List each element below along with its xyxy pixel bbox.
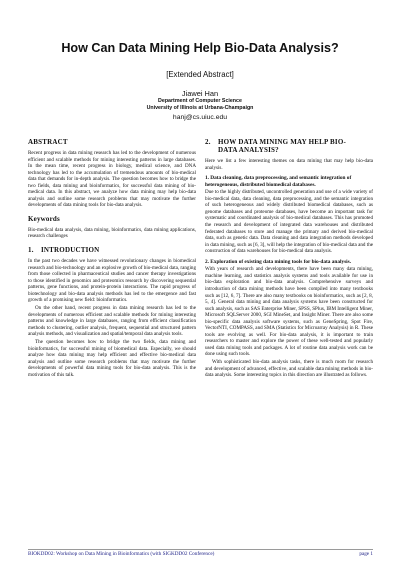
keywords-text: Bio-medical data analysis, data mining, bioinformatics, data mining applications, research challenges: [28, 226, 196, 240]
footer-venue: BIOKDD02: Workshop on Data Mining in Bioinformatics (with SIGKDD02 Conference): [28, 551, 215, 557]
subsection-2-heading: 2. Exploration of existing data mining tools for bio-data analysis.: [205, 258, 352, 265]
keywords-heading: Keywords: [28, 214, 60, 223]
right-column: [205, 138, 373, 380]
footer-page-number: page 1: [359, 551, 373, 557]
footer-rule: [28, 549, 373, 550]
author-university: University of Illinois at Urbana-Champaign: [146, 105, 254, 111]
section2-intro: Here we list a few interesting themes on data mining that may help bio-data analysis.: [205, 158, 373, 171]
author-department: Department of Computer Science: [158, 98, 242, 104]
intro-paragraph-2: On the other hand, recent progress in data mining research has led to the developments of numerous efficient and scalable methods for mining interesting patterns and knowledge in large databases, ranging from efficient classification methods to clustering, outlier analysis, frequent, sequential and structured pattern analysis methods, and visualization and spatial/temporal data analysis tools.: [28, 305, 196, 338]
subsection-1-text: Due to the highly distributed, uncontrolled generation and use of a wide variety of bio-medical data, data cleaning, data preprocessing, and the semantic integration of such heterogeneous and widely distributed biomedical databases, such as genome databases and proteome databases, have become an important task for systematic and coordinated analysis of bio-medical databases. This has promoted the research and development of integrated data warehouses and distributed federated databases to store and manage the primary and derived bio-medical data, such as genetic data. Data cleaning and data integration methods developed in data mining, such as [6, 3], will help the integration of bio-medical data and the construction of data warehouses for bio-medical data analysis.: [205, 189, 373, 255]
author-email: hanj@cs.uiuc.edu: [172, 114, 228, 121]
section-title-line1: HOW DATA MINING MAY HELP BIO-: [218, 138, 346, 146]
subsection-1-heading: 1. Data cleaning, data preprocessing, and semantic integration of heterogeneous, distributed biomedical databases.: [205, 175, 352, 188]
paper-title: How Can Data Mining Help Bio-Data Analysis?: [61, 41, 339, 55]
section-number: 2.: [205, 138, 211, 146]
section-number: 1.: [28, 246, 34, 255]
section2-heading: [205, 138, 373, 154]
subsection-2-paragraph-1: With years of research and developments, there have been many data mining, machine learning, and statistics analysis systems and tools available for use in bio-data exploration and bio-data analysis. Comprehensive surveys and introduction of data mining methods have been compiled into many textbooks such as [12, 6, 7]. There are also many textbooks on bioinformatics, such as [2, 8, 5, 4]. General data mining and data analysis systems have been constructed for such analysis, such as SAS Enterprise Miner, SPSS, SPlus, IBM Intelligent Miner, Microsoft SQLServer 2000, SGI MineSet, and Insight Miner. There are also some bio-specific data analysis software systems, such as GeneSpring, Spot Fire, VectorNTI, COMPASS, and SMA (Statistics for Microarray Analysis) in R. These tools are evolving as well. For bio-data analysis, it is important to train researchers to master and explore the power of these well-tested and popularly used data mining tools and packages. A lot of routine data analysis work can be done using such tools.: [205, 266, 373, 358]
paper-subtitle: [Extended Abstract]: [166, 70, 234, 79]
abstract-text: Recent progress in data mining research has led to the development of numerous efficient and scalable methods for mining interesting patterns in large databases. In the mean time, recent progress in biology, medical science, and DNA technology has led to the accumulation of tremendous amounts of bio-medical data that demands for in-depth analysis. The question becomes how to bridge the two fields, data mining and bioinformatics, for successful data mining of bio-medical data. In this abstract, we analyze how data mining may help bio-data analysis and outline some research problems that may motivate the further developments of data mining tools for bio-data analysis.: [28, 150, 196, 209]
author-name: Jiawei Han: [181, 89, 219, 98]
left-column: [28, 138, 196, 379]
author-block: [0, 89, 400, 123]
section-title: INTRODUCTION: [41, 246, 100, 255]
section-title-line2: DATA ANALYSIS?: [218, 146, 279, 154]
introduction-heading: [28, 246, 196, 254]
intro-paragraph-3: The question becomes how to bridge the two fields, data mining and bioinformatics, for successful mining of biomedical data. Especially, we should analyze how data mining may help efficient and effective bio-medical data analysis and outline some research problems that may motivate the further developments of powerful data mining tools for bio-data analysis. This is the motivation of this talk.: [28, 338, 196, 378]
intro-paragraph-1: In the past two decades we have witnessed revolutionary changes in biomedical research and bio-technology and an explosive growth of bio-medical data, ranging from those collected in pharmaceutical studies and cancer therapy investigations to those identified in genomics and proteomics research by discovering sequential patterns, gene functions, and protein-protein interactions. The rapid progress of biotechnology and bio-data analysis methods has led to the emergence and fast growth of a promising new field: bioinformatics.: [28, 258, 196, 304]
abstract-heading: ABSTRACT: [28, 138, 68, 146]
subsection-2-paragraph-2: With sophisticated bio-data analysis tasks, there is much room for research and development of advanced, effective, and scalable data mining methods in bio-data analysis. Some interesting topics in this direction are illustrated as follows.: [205, 359, 373, 379]
